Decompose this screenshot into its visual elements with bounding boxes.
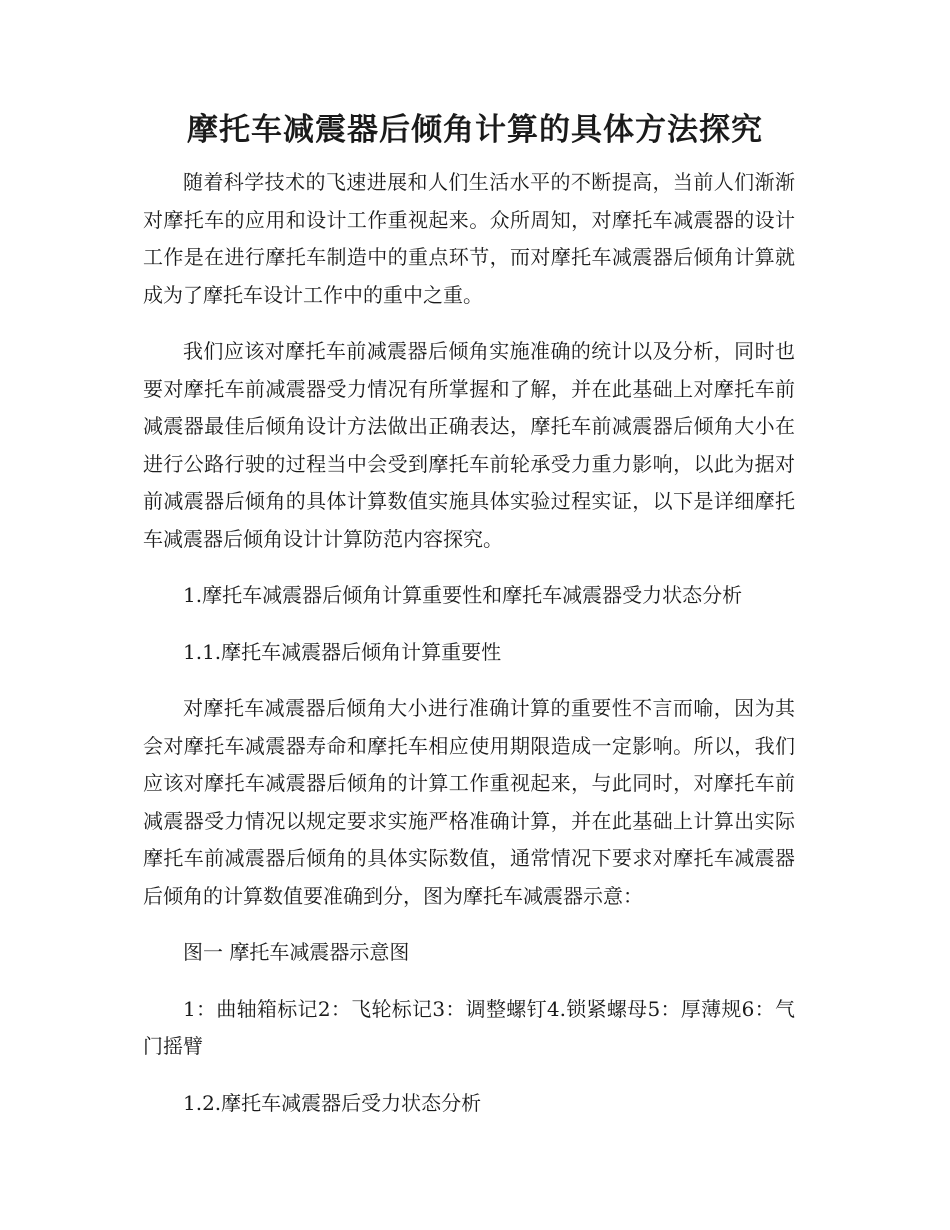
paragraph-importance: 对摩托车减震器后倾角大小进行准确计算的重要性不言而喻，因为其会对摩托车减震器寿命和摩托车相应使用期限造成一定影响。所以，我们应该对摩托车减震器后倾角的计算工作重视起来，与此同时，对摩托车前减震器受力情况以规定要求实施严格准确计算，并在此基础上计算出实际摩托车前减震器后倾角的具体实际数值，通常情况下要求对摩托车减震器后倾角的计算数值要准确到分，图为摩托车减震器示意： (143, 696, 795, 908)
section-heading-1-1: 1.1.摩托车减震器后倾角计算重要性 (183, 639, 502, 664)
paragraph-intro: 随着科学技术的飞速进展和人们生活水平的不断提高，当前人们渐渐对摩托车的应用和设计工作重视起来。众所周知，对摩托车减震器的设计工作是在进行摩托车制造中的重点环节，而对摩托车减震器后倾角计算就成为了摩托车设计工作中的重中之重。 (143, 170, 795, 307)
paragraph-analysis: 我们应该对摩托车前减震器后倾角实施准确的统计以及分析，同时也要对摩托车前减震器受力情况有所掌握和了解，并在此基础上对摩托车前减震器最佳后倾角设计方法做出正确表达，摩托车前减震器后倾角大小在进行公路行驶的过程当中会受到摩托车前轮承受力重力影响，以此为据对前减震器后倾角的具体计算数值实施具体实验过程实证，以下是详细摩托车减震器后倾角设计计算防范内容探究。 (143, 339, 795, 551)
document-title: 摩托车减震器后倾角计算的具体方法探究 (187, 112, 763, 148)
document-body (143, 164, 795, 1141)
section-heading-1: 1.摩托车减震器后倾角计算重要性和摩托车减震器受力状态分析 (183, 583, 743, 607)
section-heading-1-2: 1.2.摩托车减震器后受力状态分析 (183, 1090, 482, 1115)
figure-caption: 图一 摩托车减震器示意图 (183, 940, 410, 964)
figure-legend: 1：曲轴箱标记2：飞轮标记3：调整螺钉4.锁紧螺母5：厚薄规6：气门摇臂 (143, 996, 795, 1058)
